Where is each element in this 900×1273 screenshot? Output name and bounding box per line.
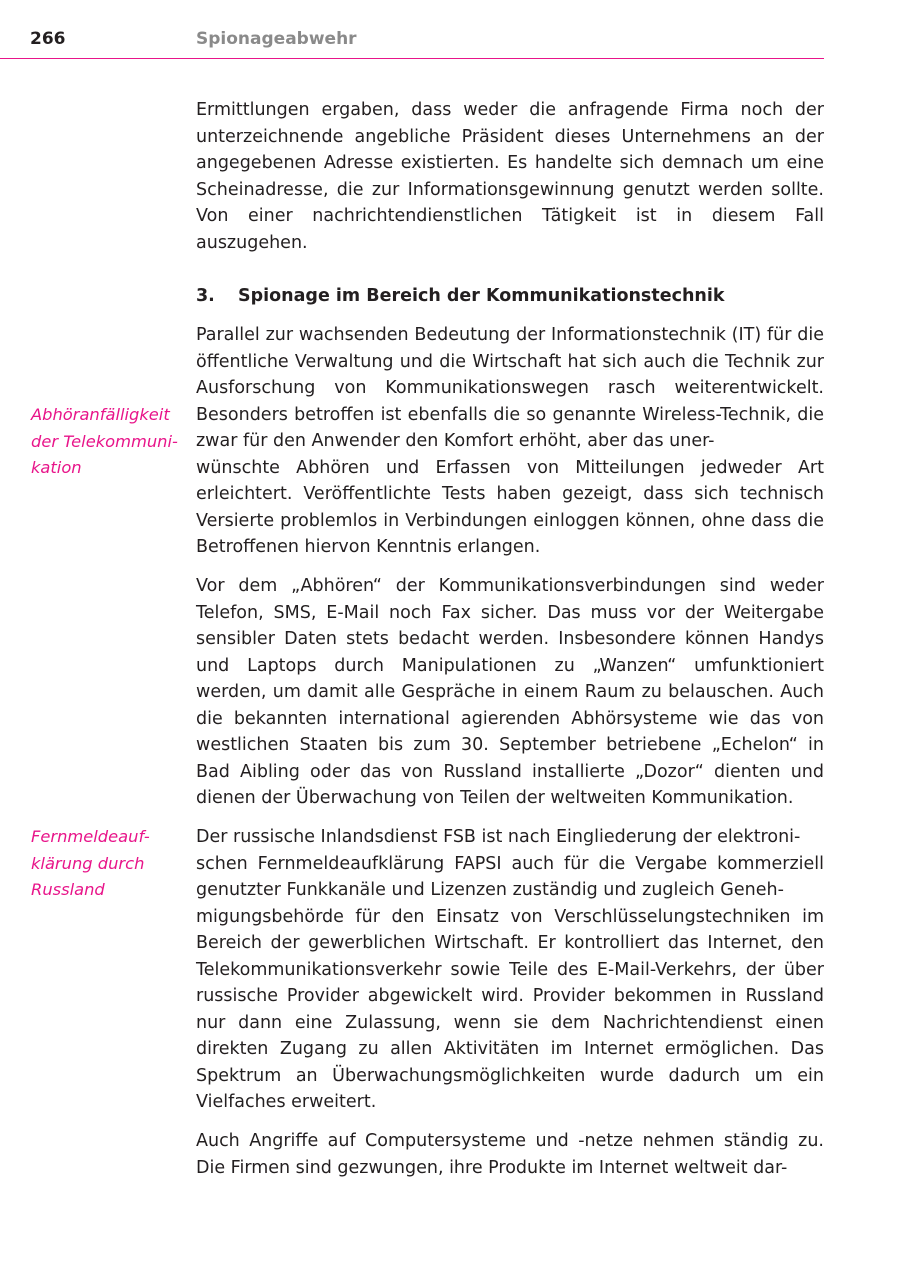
section-number: 3. bbox=[196, 286, 215, 306]
section-heading bbox=[196, 283, 824, 309]
section-title: Spionage im Bereich der Kommunikationstechnik bbox=[238, 286, 725, 306]
paragraph-it-surveillance: Parallel zur wachsenden Bedeutung der Informationstechnik (IT) für die öffentliche Verwaltung und die Wirtschaft hat sich auch die Technik zur Ausforschung von Kommunikationswegen rasch weiterentwickelt. Besonders betroffen ist ebenfalls die so genannte Wireless-Technik, die zwar für den Anwender den Komfort erhöht, aber das uner- wünschte Abhören und Erfassen von Mitteilungen jedweder Art erleichtert. Veröffentlichte Tests haben gezeigt, dass sich technisch Versierte problemlos in Verbindungen einloggen können, ohne dass die Betroffenen hiervon Kenntnis erlangen. bbox=[196, 325, 824, 557]
paragraph-cyber-attacks: Auch Angriffe auf Computersysteme und -netze nehmen ständig zu. Die Firmen sind gezwungen, ihre Produkte im Internet weltweit dar- bbox=[196, 1131, 824, 1178]
page-header bbox=[0, 0, 824, 59]
intro-paragraph: Ermittlungen ergaben, dass weder die anfragende Firma noch der unterzeichnende angebliche Präsident dieses Unternehmens an der angegebenen Adresse existierten. Es handelte sich demnach um eine Scheinadresse, die zur Informationsgewinnung genutzt werden sollte. Von einer nachrichtendienstlichen Tätigkeit ist in diesem Fall auszugehen. bbox=[196, 100, 824, 253]
sidenote-telecom: Abhöranfälligkeit der Telekommuni- kation bbox=[31, 405, 178, 477]
paragraph-interception: Vor dem „Abhören“ der Kommunikationsverbindungen sind weder Telefon, SMS, E-Mail noch Fax sicher. Das muss vor der Weitergabe sensibler Daten stets bedacht werden. Insbesondere können Handys und Laptops durch Manipulationen zu „Wanzen“ umfunktioniert werden, um damit alle Gespräche in einem Raum zu belauschen. Auch die bekannten international agierenden Abhörsysteme wie das von westlichen Staaten bis zum 30. September betriebene „Echelon“ in Bad Aibling oder das von Russland installierte „Dozor“ dienten und dienen der Überwachung von Teilen der weltweiten Kommunikation. bbox=[196, 576, 824, 808]
page-number: 266 bbox=[30, 29, 66, 49]
running-title: Spionageabwehr bbox=[196, 29, 357, 49]
paragraph-russia-fsb: Der russische Inlandsdienst FSB ist nach Eingliederung der elektroni- schen Fernmeldeaufklärung FAPSI auch für die Vergabe kommerziell genutzter Funkkanäle und Lizenzen zuständig und zugleich Geneh- migungsbehörde für den Einsatz von Verschlüsselungstechniken im Bereich der gewerblichen Wirtschaft. Er kontrolliert das Internet, den Telekommunikationsverkehr sowie Teile des E-Mail-Verkehrs, der über russische Provider abgewickelt wird. Provider bekommen in Russland nur dann eine Zulassung, wenn sie dem Nachrichtendienst einen direkten Zugang zu allen Aktivitäten im Internet ermöglichen. Das Spektrum an Überwachungsmöglichkeiten wurde dadurch um ein Vielfaches erweitert. bbox=[196, 827, 824, 1112]
sidenote-russia: Fernmeldeauf- klärung durch Russland bbox=[31, 827, 150, 899]
